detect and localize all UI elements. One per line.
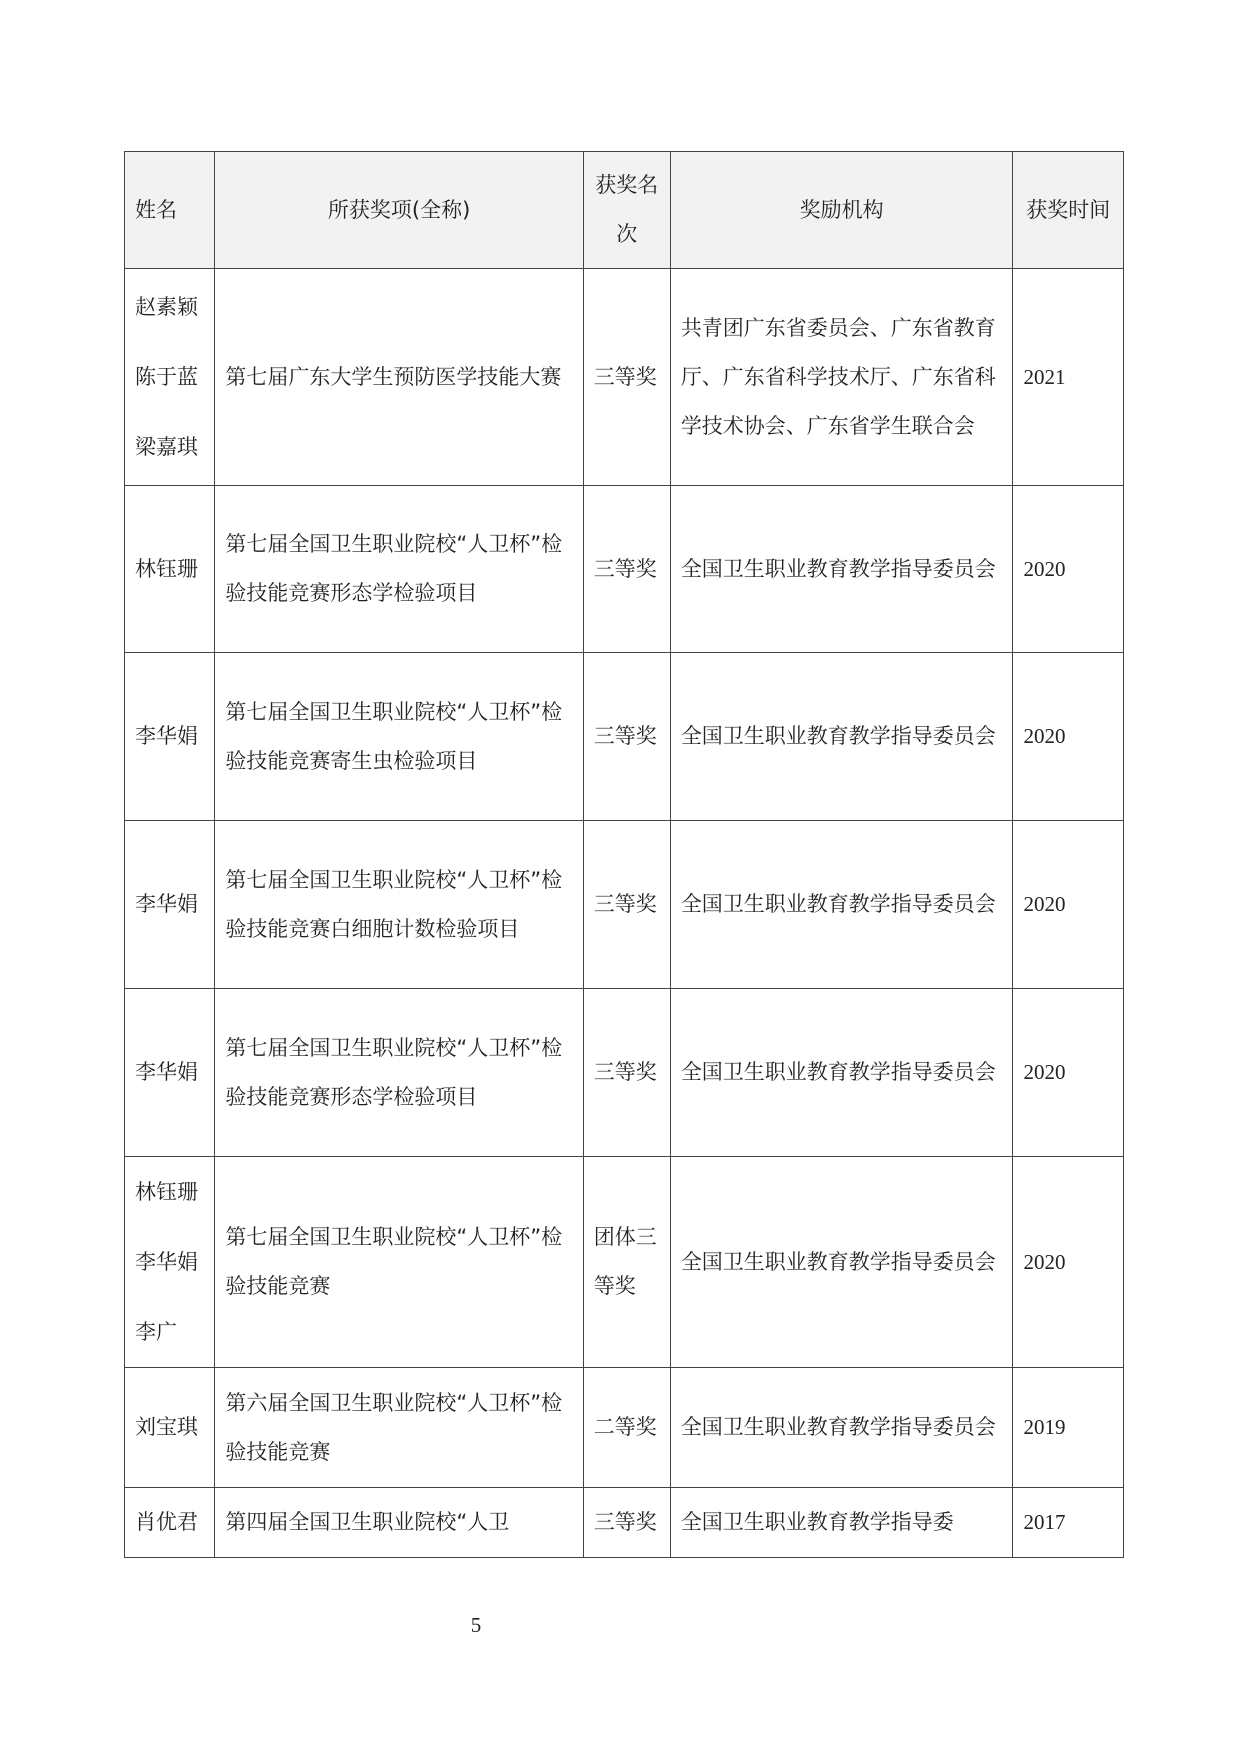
header-org: 奖励机构 — [670, 152, 1013, 269]
header-rank: 获奖名次 — [583, 152, 670, 269]
cell-names: 林钰珊 — [125, 486, 215, 653]
cell-names: 林钰珊 李华娟 李广 — [125, 1157, 215, 1368]
cell-year: 2020 — [1013, 1157, 1124, 1368]
cell-names: 刘宝琪 — [125, 1368, 215, 1488]
table-row — [125, 1488, 1124, 1558]
table-row — [125, 989, 1124, 1157]
page-number: 5 — [470, 1613, 482, 1637]
cell-year: 2019 — [1013, 1368, 1124, 1488]
table-row — [125, 1368, 1124, 1488]
cell-year: 2020 — [1013, 653, 1124, 821]
cell-rank: 二等奖 — [583, 1368, 670, 1488]
cell-rank: 三等奖 — [583, 989, 670, 1157]
cell-award: 第七届全国卫生职业院校“人卫杯”检验技能竞赛寄生虫检验项目 — [215, 653, 583, 821]
cell-year: 2020 — [1013, 486, 1124, 653]
cell-rank: 三等奖 — [583, 269, 670, 486]
table-row — [125, 821, 1124, 989]
cell-org: 全国卫生职业教育教学指导委员会 — [670, 1157, 1013, 1368]
cell-org: 全国卫生职业教育教学指导委 — [670, 1488, 1013, 1558]
table-row — [125, 653, 1124, 821]
cell-rank: 三等奖 — [583, 653, 670, 821]
cell-rank: 三等奖 — [583, 821, 670, 989]
cell-names: 李华娟 — [125, 989, 215, 1157]
cell-names: 李华娟 — [125, 653, 215, 821]
cell-year: 2021 — [1013, 269, 1124, 486]
cell-names: 李华娟 — [125, 821, 215, 989]
cell-award: 第七届全国卫生职业院校“人卫杯”检验技能竞赛形态学检验项目 — [215, 486, 583, 653]
cell-award: 第七届广东大学生预防医学技能大赛 — [215, 269, 583, 486]
cell-rank: 三等奖 — [583, 1488, 670, 1558]
cell-org: 全国卫生职业教育教学指导委员会 — [670, 1368, 1013, 1488]
cell-year: 2020 — [1013, 821, 1124, 989]
table-row — [125, 269, 1124, 486]
cell-org: 全国卫生职业教育教学指导委员会 — [670, 989, 1013, 1157]
cell-award: 第四届全国卫生职业院校“人卫 — [215, 1488, 583, 1558]
cell-year: 2017 — [1013, 1488, 1124, 1558]
header-name: 姓名 — [125, 152, 215, 269]
cell-award: 第六届全国卫生职业院校“人卫杯”检验技能竞赛 — [215, 1368, 583, 1488]
cell-org: 共青团广东省委员会、广东省教育厅、广东省科学技术厅、广东省科学技术协会、广东省学生联合会 — [670, 269, 1013, 486]
cell-org: 全国卫生职业教育教学指导委员会 — [670, 653, 1013, 821]
cell-names: 赵素颖 陈于蓝 梁嘉琪 — [125, 269, 215, 486]
awards-table — [124, 151, 1124, 1558]
cell-org: 全国卫生职业教育教学指导委员会 — [670, 486, 1013, 653]
header-award: 所获奖项(全称) — [215, 152, 583, 269]
cell-rank: 团体三等奖 — [583, 1157, 670, 1368]
table-row — [125, 1157, 1124, 1368]
table-header-row — [125, 152, 1124, 269]
header-year: 获奖时间 — [1013, 152, 1124, 269]
cell-award: 第七届全国卫生职业院校“人卫杯”检验技能竞赛形态学检验项目 — [215, 989, 583, 1157]
cell-rank: 三等奖 — [583, 486, 670, 653]
cell-award: 第七届全国卫生职业院校“人卫杯”检验技能竞赛白细胞计数检验项目 — [215, 821, 583, 989]
cell-year: 2020 — [1013, 989, 1124, 1157]
cell-names: 肖优君 — [125, 1488, 215, 1558]
cell-org: 全国卫生职业教育教学指导委员会 — [670, 821, 1013, 989]
table-row — [125, 486, 1124, 653]
cell-award: 第七届全国卫生职业院校“人卫杯”检验技能竞赛 — [215, 1157, 583, 1368]
